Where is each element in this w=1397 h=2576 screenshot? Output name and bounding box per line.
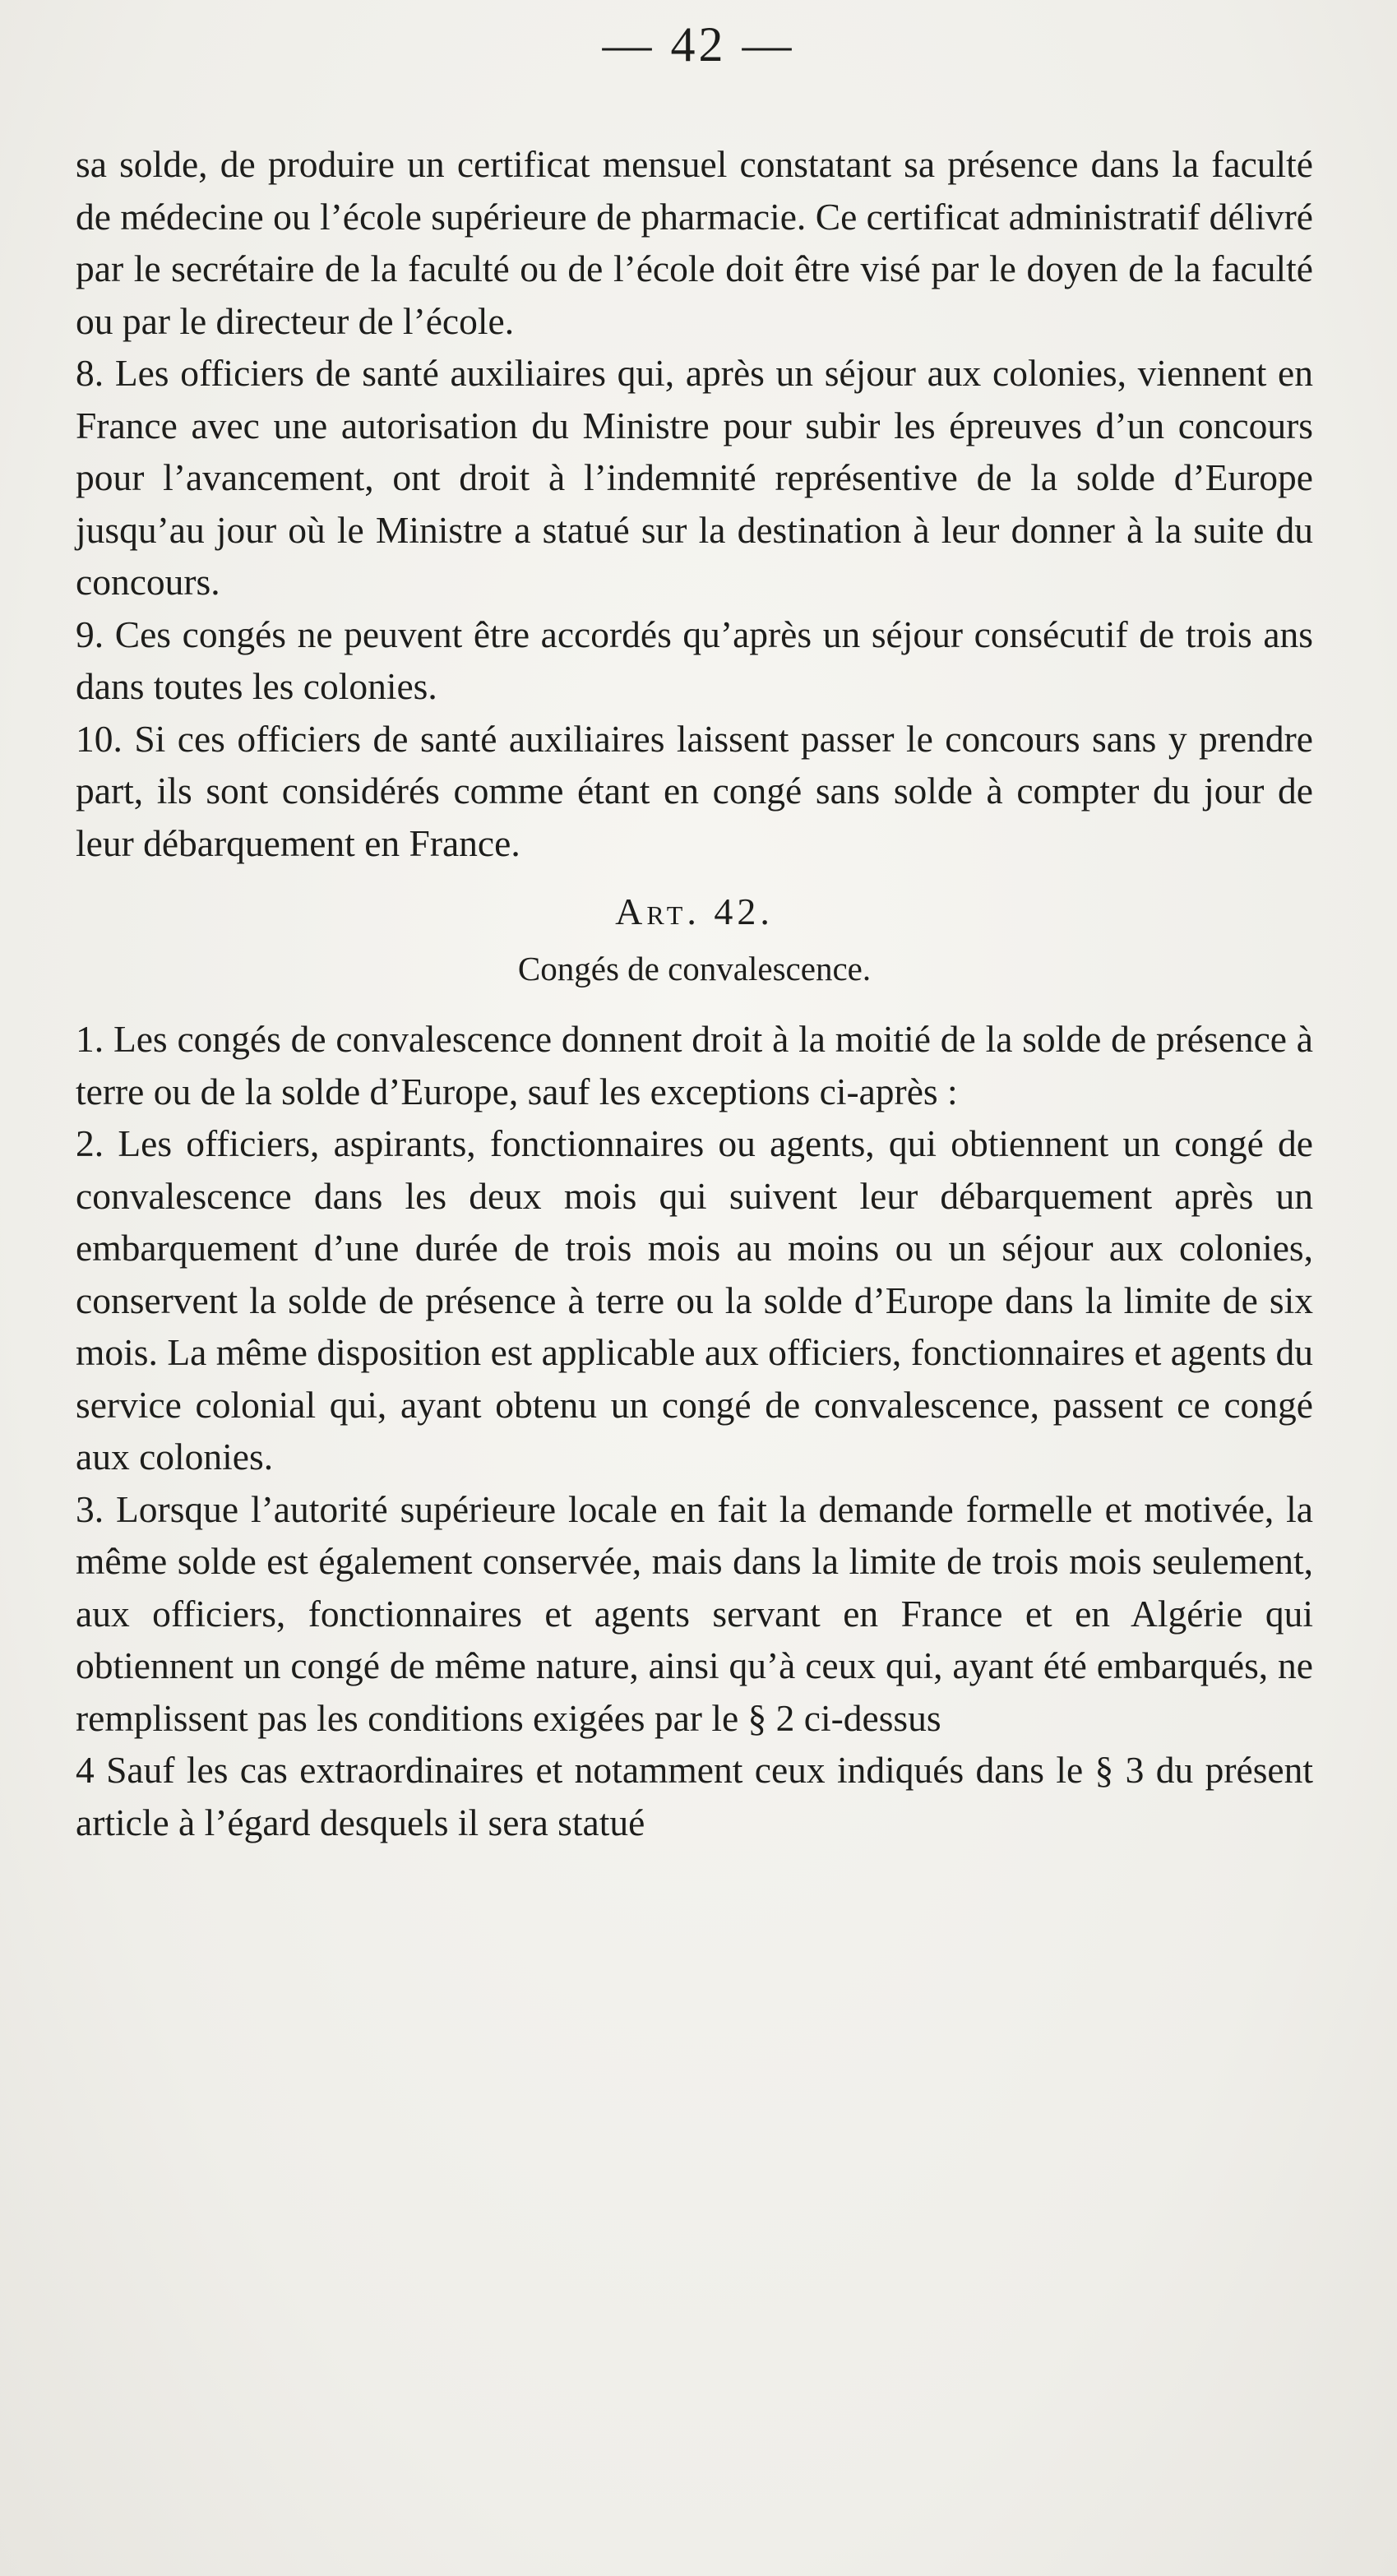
section-4: 4 Sauf les cas extraordinaires et notamment ceux indiqués dans le § 3 du présent article à l’égard desquels il sera statué: [76, 1749, 1313, 1843]
page-number: — 42 —: [602, 17, 795, 72]
document-body: [76, 138, 1313, 1848]
section-3: 3. Lorsque l’autorité supérieure locale en fait la demande formelle et motivée, la même solde est également conservée, mais dans la limite de trois mois seulement, aux officiers, fonctionnaires et agents servant en France et en Algérie qui obtiennent un congé de même nature, ainsi qu’à ceux qui, ayant été embarqués, ne remplissent pas les conditions exigées par le § 2 ci-dessus: [76, 1487, 1313, 1739]
paragraph-10: 10. Si ces officiers de santé auxiliaires laissent passer le concours sans y prendre part, ils sont considérés comme étant en congé sans solde à compter du jour de leur débarquement en France.: [76, 717, 1313, 864]
paragraph-9: 9. Ces congés ne peuvent être accordés qu’après un séjour consécutif de trois ans dans toutes les colonies.: [76, 613, 1313, 707]
paragraph-8: 8. Les officiers de santé auxiliaires qui, après un séjour aux colonies, viennent en France avec une autorisation du Ministre pour subir les épreuves d’un concours pour l’avancement, ont droit à l’indemnité représentive de la solde d’Europe jusqu’au jour où le Ministre a statué sur la destination à leur donner à la suite du concours.: [76, 352, 1313, 603]
section-1: 1. Les congés de convalescence donnent droit à la moitié de la solde de présence à terre ou de la solde d’Europe, sauf les exceptions ci-après :: [76, 1018, 1313, 1112]
article-subheading: Congés de convalescence.: [517, 949, 872, 987]
article-heading: Art. 42.: [615, 890, 774, 932]
section-2: 2. Les officiers, aspirants, fonctionnaires ou agents, qui obtiennent un congé de convalescence dans les deux mois qui suivent leur débarquement après un embarquement d’une durée de trois mois au moins ou un séjour aux colonies, conservent la solde de présence à terre ou la solde d’Europe dans la limite de six mois. La même disposition est applicable aux officiers, fonctionnaires et agents du service colonial qui, ayant obtenu un congé de convalescence, passent ce congé aux colonies.: [76, 1122, 1313, 1478]
paragraph-intro: sa solde, de produire un certificat mensuel constatant sa présence dans la faculté de médecine ou l’école supérieure de pharmacie. Ce certificat administratif délivré par le secrétaire de la faculté ou de l’école doit être visé par le doyen de la faculté ou par le directeur de l’école.: [76, 143, 1313, 342]
